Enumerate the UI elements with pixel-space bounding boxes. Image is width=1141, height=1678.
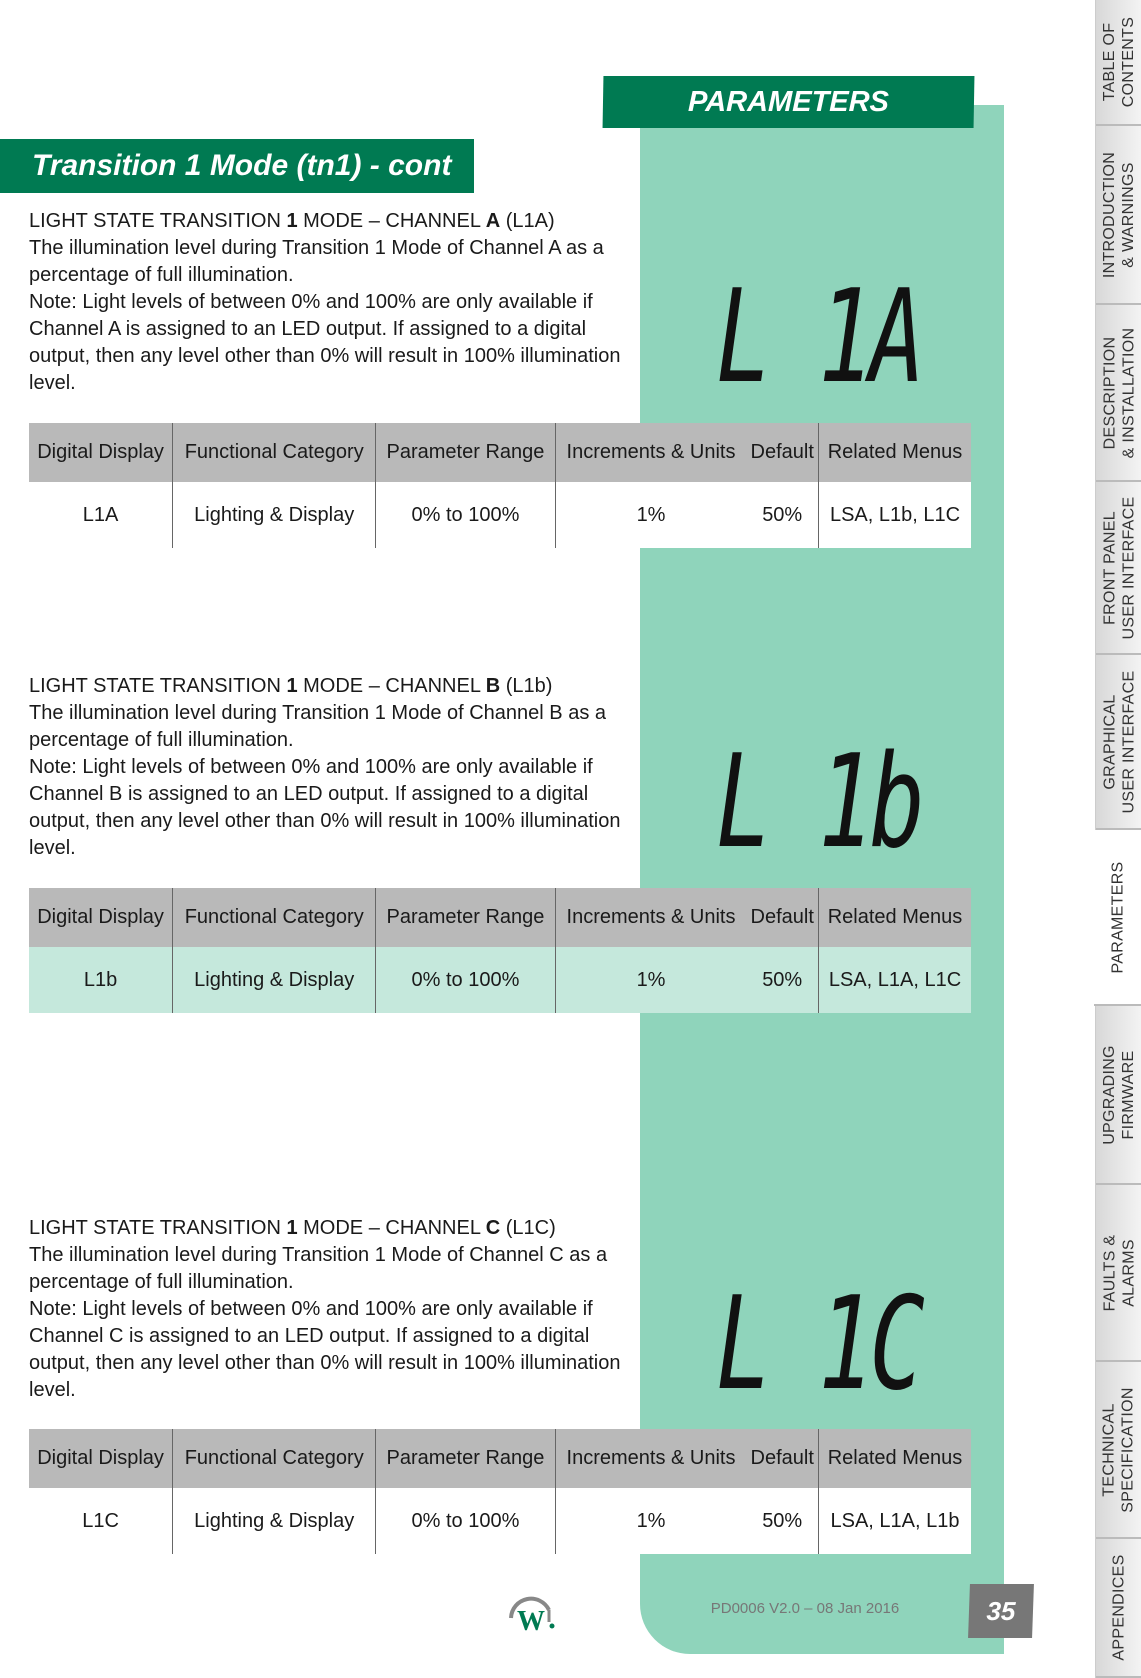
tab-label-line-1: UPGRADING bbox=[1101, 1044, 1119, 1145]
tab-label-line-1: FRONT PANEL bbox=[1101, 510, 1119, 625]
lcd-display bbox=[716, 1270, 936, 1419]
parameter-heading: LIGHT STATE TRANSITION 1 MODE – CHANNEL C (L1C) bbox=[29, 1217, 556, 1239]
tab-label-line-1: TECHNICAL bbox=[1101, 1402, 1118, 1497]
column-header: Increments & Units bbox=[555, 1429, 746, 1488]
chapter-tab-label bbox=[1100, 17, 1138, 107]
section-banner: PARAMETERS bbox=[603, 76, 975, 128]
column-header: Parameter Range bbox=[376, 888, 555, 947]
page-number: 35 bbox=[968, 1584, 1034, 1638]
chapter-tab-label bbox=[1100, 496, 1138, 639]
parameter-body: The illumination level during Transition 1 Mode of Channel A as a percentage of full illumination. bbox=[29, 237, 604, 286]
tab-label-line-2: & INSTALLATION bbox=[1120, 327, 1137, 458]
chapter-tab-0[interactable] bbox=[1096, 0, 1141, 126]
chapter-tab-label bbox=[1100, 1387, 1138, 1512]
cell-3: 1% bbox=[555, 1488, 746, 1554]
parameter-description bbox=[29, 208, 639, 397]
cell-1: Lighting & Display bbox=[173, 1488, 376, 1554]
parameter-table bbox=[29, 1429, 971, 1554]
tab-label-line-2: USER INTERFACE bbox=[1120, 670, 1138, 813]
tab-label-line-2: & WARNINGS bbox=[1120, 161, 1138, 268]
column-header: Digital Display bbox=[29, 1429, 173, 1488]
chapter-tab-1[interactable] bbox=[1096, 126, 1141, 305]
cell-2: 0% to 100% bbox=[376, 947, 555, 1013]
cell-2: 0% to 100% bbox=[376, 482, 555, 548]
parameter-body: The illumination level during Transition 1 Mode of Channel C as a percentage of full illumination. bbox=[29, 1244, 608, 1293]
chapter-tab-8[interactable] bbox=[1096, 1362, 1141, 1539]
tab-label-line-1: GRAPHICAL bbox=[1101, 693, 1119, 790]
cell-2: 0% to 100% bbox=[376, 1488, 555, 1554]
chapter-tab-label bbox=[1100, 151, 1138, 277]
chapter-tab-7[interactable] bbox=[1096, 1185, 1141, 1362]
parameter-note: Note: Light levels of between 0% and 100% are only available if Channel B is assigned to an LED output. If assigned to a digital output, then any level other than 0% will result in 100% illumination level. bbox=[29, 756, 621, 859]
parameter-body: The illumination level during Transition 1 Mode of Channel B as a percentage of full illumination. bbox=[29, 702, 606, 751]
parameter-heading: LIGHT STATE TRANSITION 1 MODE – CHANNEL A (L1A) bbox=[29, 210, 555, 232]
cell-0: L1C bbox=[29, 1488, 173, 1554]
tab-label-line-2: CONTENTS bbox=[1120, 16, 1137, 108]
tab-label-line-2: FIRMWARE bbox=[1120, 1050, 1138, 1139]
cell-0: L1A bbox=[29, 482, 173, 548]
lcd-readout: L 1C bbox=[716, 1270, 921, 1419]
column-header: Increments & Units bbox=[555, 888, 746, 947]
chapter-tab-6[interactable] bbox=[1096, 1006, 1141, 1185]
cell-4: 50% bbox=[746, 482, 818, 548]
cell-1: Lighting & Display bbox=[173, 482, 376, 548]
page-title: Transition 1 Mode (tn1) - cont bbox=[0, 139, 474, 193]
chapter-tab-2[interactable] bbox=[1096, 305, 1141, 482]
parameter-description bbox=[29, 673, 639, 862]
column-header: Related Menus bbox=[819, 423, 972, 482]
column-header: Increments & Units bbox=[555, 423, 746, 482]
lcd-display bbox=[716, 263, 936, 412]
company-logo bbox=[505, 1588, 557, 1634]
chapter-tabs bbox=[1095, 0, 1141, 1678]
tab-label-line-2: SPECIFICATION bbox=[1120, 1386, 1137, 1513]
cell-3: 1% bbox=[555, 482, 746, 548]
cell-1: Lighting & Display bbox=[173, 947, 376, 1013]
cell-5: LSA, L1A, L1b bbox=[819, 1488, 972, 1554]
tab-label-line-1: FAULTS & bbox=[1101, 1234, 1119, 1311]
column-header: Digital Display bbox=[29, 888, 173, 947]
tab-label-line-2: USER INTERFACE bbox=[1120, 496, 1138, 639]
table-header-row bbox=[29, 888, 971, 947]
chapter-tab-label bbox=[1109, 861, 1128, 973]
cell-3: 1% bbox=[555, 947, 746, 1013]
svg-text:W: W bbox=[517, 1606, 545, 1634]
column-header: Parameter Range bbox=[376, 423, 555, 482]
parameter-table bbox=[29, 888, 971, 1013]
parameter-table bbox=[29, 423, 971, 548]
chapter-tab-label bbox=[1100, 1234, 1138, 1311]
column-header: Related Menus bbox=[819, 888, 972, 947]
cell-0: L1b bbox=[29, 947, 173, 1013]
cell-4: 50% bbox=[746, 947, 818, 1013]
column-header: Default bbox=[746, 1429, 818, 1488]
parameter-note: Note: Light levels of between 0% and 100% are only available if Channel A is assigned to an LED output. If assigned to a digital output, then any level other than 0% will result in 100% illumination level. bbox=[29, 291, 621, 394]
chapter-tab-label bbox=[1100, 1045, 1138, 1145]
table-header-row bbox=[29, 1429, 971, 1488]
column-header: Functional Category bbox=[173, 888, 376, 947]
tab-label-line-1: INTRODUCTION bbox=[1101, 151, 1119, 278]
document-reference: PD0006 V2.0 – 08 Jan 2016 bbox=[710, 1600, 900, 1617]
column-header: Related Menus bbox=[819, 1429, 972, 1488]
chapter-tab-label bbox=[1110, 1554, 1129, 1660]
chapter-tab-5[interactable] bbox=[1094, 830, 1141, 1006]
chapter-tab-3[interactable] bbox=[1096, 482, 1141, 655]
column-header: Functional Category bbox=[173, 423, 376, 482]
table-row bbox=[29, 482, 971, 548]
tab-label-line-2: ALARMS bbox=[1120, 1238, 1138, 1307]
parameter-description bbox=[29, 1215, 639, 1404]
column-header: Parameter Range bbox=[376, 1429, 555, 1488]
lcd-readout: L 1b bbox=[716, 728, 921, 877]
parameter-heading: LIGHT STATE TRANSITION 1 MODE – CHANNEL B (L1b) bbox=[29, 675, 553, 697]
cell-5: LSA, L1A, L1C bbox=[819, 947, 972, 1013]
tab-label-line-1: APPENDICES bbox=[1110, 1554, 1128, 1661]
chapter-tab-label bbox=[1100, 670, 1138, 813]
lcd-readout: L 1A bbox=[716, 263, 921, 412]
cell-5: LSA, L1b, L1C bbox=[819, 482, 972, 548]
parameter-note: Note: Light levels of between 0% and 100% are only available if Channel C is assigned to an LED output. If assigned to a digital output, then any level other than 0% will result in 100% illumination level. bbox=[29, 1298, 621, 1401]
table-row bbox=[29, 1488, 971, 1554]
tab-label-line-1: PARAMETERS bbox=[1109, 860, 1127, 974]
column-header: Digital Display bbox=[29, 423, 173, 482]
table-row bbox=[29, 947, 971, 1013]
lcd-display bbox=[716, 728, 936, 877]
cell-4: 50% bbox=[746, 1488, 818, 1554]
column-header: Functional Category bbox=[173, 1429, 376, 1488]
chapter-tab-4[interactable] bbox=[1096, 655, 1141, 830]
chapter-tab-label bbox=[1100, 327, 1138, 458]
chapter-tab-9[interactable] bbox=[1096, 1539, 1141, 1678]
column-header: Default bbox=[746, 888, 818, 947]
column-header: Default bbox=[746, 423, 818, 482]
tab-label-line-1: TABLE OF bbox=[1101, 22, 1118, 102]
tab-label-line-1: DESCRIPTION bbox=[1101, 336, 1118, 449]
table-header-row bbox=[29, 423, 971, 482]
